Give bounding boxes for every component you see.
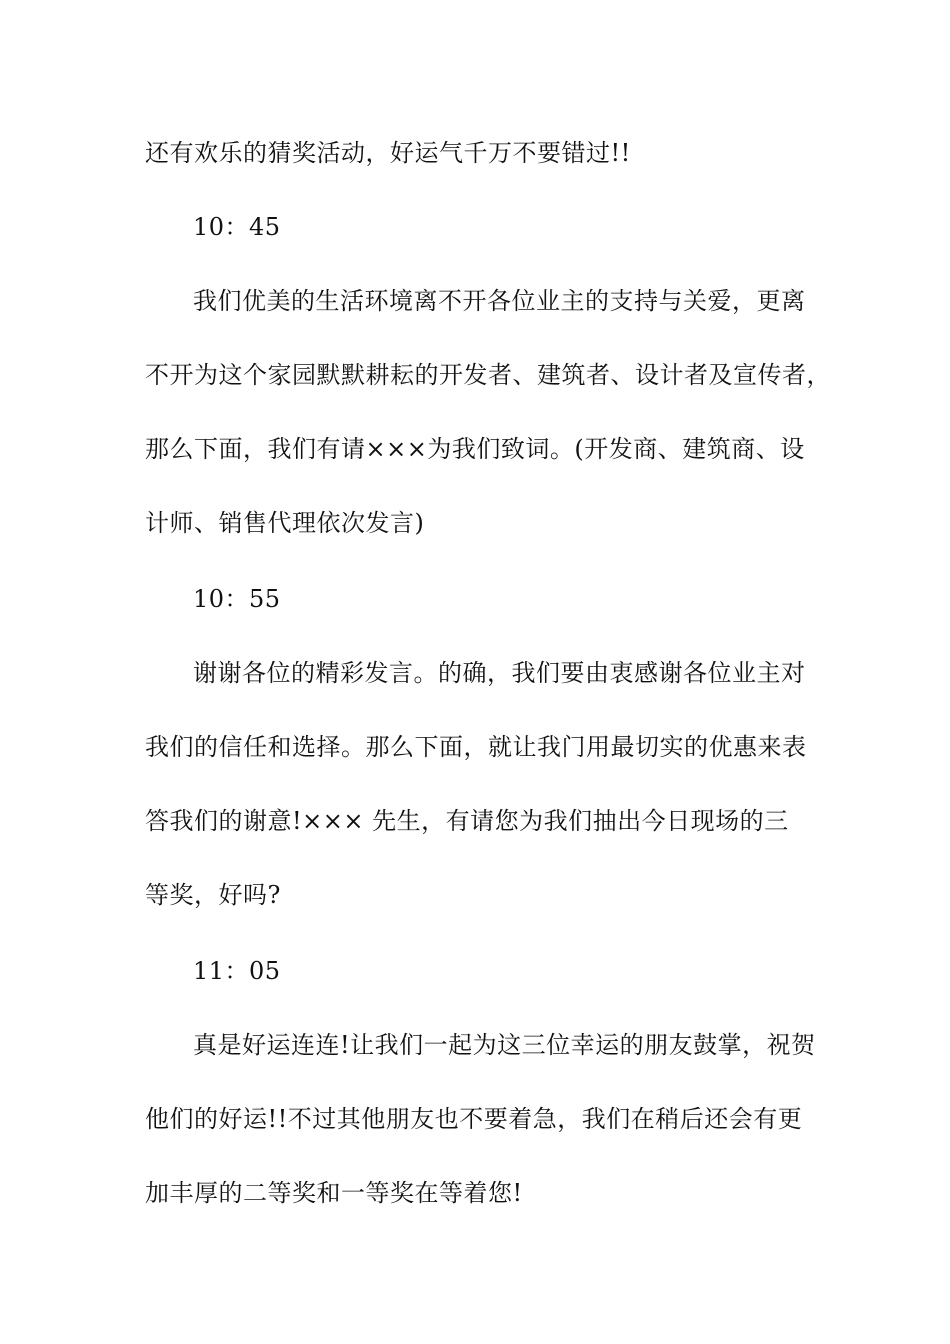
paragraph-line: 谢谢各位的精彩发言。的确，我们要由衷感谢各位业主对 [193, 659, 806, 687]
time-heading: 11：05 [193, 957, 281, 985]
paragraph-line: 加丰厚的二等奖和一等奖在等着您! [145, 1179, 523, 1207]
paragraph-line: 他们的好运!!不过其他朋友也不要着急，我们在稍后还会有更 [145, 1105, 803, 1133]
paragraph-line: 我们的信任和选择。那么下面，就让我门用最切实的优惠来表 [145, 733, 807, 761]
paragraph-line: 那么下面，我们有请×××为我们致词。(开发商、建筑商、设 [145, 435, 805, 463]
paragraph-line: 我们优美的生活环境离不开各位业主的支持与关爱，更离 [193, 287, 806, 315]
paragraph-line: 不开为这个家园默默耕耘的开发者、建筑者、设计者及宣传者， [145, 361, 831, 389]
paragraph-line: 计师、销售代理依次发言) [145, 509, 425, 537]
paragraph-line: 等奖，好吗? [145, 881, 281, 909]
time-heading: 10：45 [193, 213, 281, 241]
paragraph-line: 真是好运连连!让我们一起为这三位幸运的朋友鼓掌，祝贺 [193, 1031, 816, 1059]
paragraph-line: 还有欢乐的猜奖活动，好运气千万不要错过!! [145, 139, 631, 167]
time-heading: 10：55 [193, 585, 281, 613]
paragraph-line: 答我们的谢意!××× 先生，有请您为我们抽出今日现场的三 [145, 807, 789, 835]
